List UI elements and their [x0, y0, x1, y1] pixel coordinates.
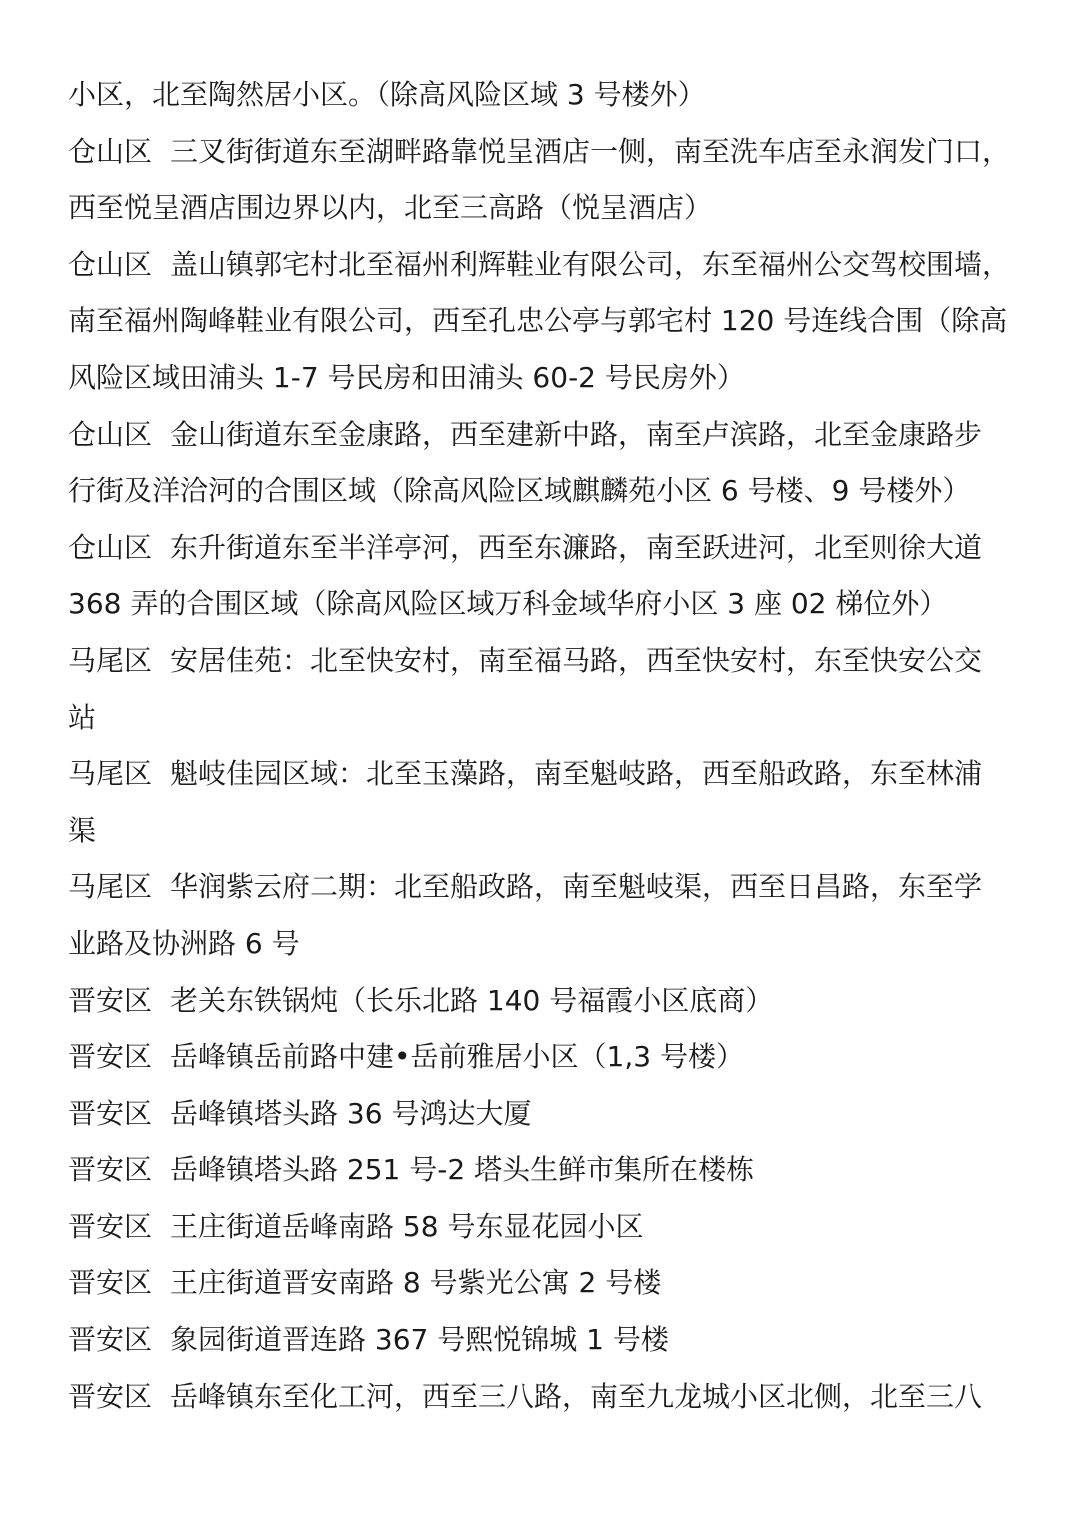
- area-description: 老关东铁锅炖（长乐北路 140 号福霞小区底商）: [170, 983, 774, 1017]
- area-description: 岳峰镇塔头路 36 号鸿达大厦: [170, 1096, 532, 1130]
- area-description: 渠: [68, 813, 97, 847]
- area-description: 业路及协洲路 6 号: [68, 926, 300, 960]
- document-line: [68, 124, 1028, 181]
- district-label: 晋安区: [68, 1040, 153, 1074]
- document-line: [68, 1142, 1028, 1199]
- district-label: 仓山区: [68, 247, 153, 281]
- area-description: 王庄街道晋安南路 8 号紫光公寓 2 号楼: [170, 1266, 662, 1300]
- area-description: 行街及洋洽河的合围区域（除高风险区域麒麟苑小区 6 号楼、9 号楼外）: [68, 474, 971, 508]
- document-line: [68, 1029, 1028, 1086]
- area-description: 盖山镇郭宅村北至福州利辉鞋业有限公司，东至福州公交驾校围墙，: [170, 247, 1011, 281]
- document-line: [68, 973, 1028, 1030]
- document-line: [68, 1312, 1028, 1369]
- area-description: 西至悦呈酒店围边界以内，北至三高路（悦呈酒店）: [68, 191, 713, 225]
- district-label: 晋安区: [68, 1153, 153, 1187]
- area-description: 华润紫云府二期：北至船政路，南至魁岐渠，西至日昌路，东至学: [170, 870, 983, 904]
- document-line: [68, 67, 1028, 124]
- area-description: 368 弄的合围区域（除高风险区域万科金域华府小区 3 座 02 梯位外）: [68, 587, 948, 621]
- document-line: [68, 633, 1028, 690]
- district-label: 晋安区: [68, 1209, 153, 1243]
- document-body: [68, 67, 1028, 1425]
- document-line: [68, 746, 1028, 803]
- area-description: 王庄街道岳峰南路 58 号东显花园小区: [170, 1209, 644, 1243]
- district-label: 仓山区: [68, 134, 153, 168]
- document-line: [68, 803, 1028, 860]
- document-line: [68, 576, 1028, 633]
- document-line: [68, 690, 1028, 747]
- area-description: 岳峰镇东至化工河，西至三八路，南至九龙城小区北侧，北至三八: [170, 1379, 983, 1413]
- area-description: 象园街道晋连路 367 号熙悦锦城 1 号楼: [170, 1323, 669, 1357]
- document-line: [68, 1086, 1028, 1143]
- document-line: [68, 1199, 1028, 1256]
- area-description: 岳峰镇岳前路中建•岳前雅居小区（1,3 号楼）: [170, 1040, 744, 1074]
- district-label: 仓山区: [68, 417, 153, 451]
- document-line: [68, 1369, 1028, 1426]
- document-line: [68, 180, 1028, 237]
- district-label: 晋安区: [68, 983, 153, 1017]
- area-description: 南至福州陶峰鞋业有限公司，西至孔忠公亭与郭宅村 120 号连线合围（除高: [68, 304, 1008, 338]
- district-label: 晋安区: [68, 1266, 153, 1300]
- document-line: [68, 293, 1028, 350]
- document-line: [68, 350, 1028, 407]
- document-line: [68, 237, 1028, 294]
- document-line: [68, 407, 1028, 464]
- area-description: 岳峰镇塔头路 251 号-2 塔头生鲜市集所在楼栋: [170, 1153, 755, 1187]
- document-line: [68, 916, 1028, 973]
- area-description: 金山街道东至金康路，西至建新中路，南至卢滨路，北至金康路步: [170, 417, 983, 451]
- district-label: 马尾区: [68, 643, 153, 677]
- district-label: 晋安区: [68, 1379, 153, 1413]
- area-description: 东升街道东至半洋亭河，西至东濂路，南至跃进河，北至则徐大道: [170, 530, 983, 564]
- area-description: 安居佳苑：北至快安村，南至福马路，西至快安村，东至快安公交: [170, 643, 983, 677]
- area-description: 魁岐佳园区域：北至玉藻路，南至魁岐路，西至船政路，东至林浦: [170, 757, 983, 791]
- district-label: 晋安区: [68, 1323, 153, 1357]
- area-description: 小区，北至陶然居小区。（除高风险区域 3 号楼外）: [68, 78, 706, 111]
- district-label: 马尾区: [68, 757, 153, 791]
- document-line: [68, 1255, 1028, 1312]
- district-label: 马尾区: [68, 870, 153, 904]
- document-line: [68, 520, 1028, 577]
- area-description: 站: [68, 700, 97, 734]
- district-label: 仓山区: [68, 530, 153, 564]
- area-description: 风险区域田浦头 1-7 号民房和田浦头 60-2 号民房外）: [68, 360, 745, 394]
- document-line: [68, 859, 1028, 916]
- area-description: 三叉街街道东至湖畔路靠悦呈酒店一侧，南至洗车店至永润发门口，: [170, 134, 1011, 168]
- district-label: 晋安区: [68, 1096, 153, 1130]
- document-line: [68, 463, 1028, 520]
